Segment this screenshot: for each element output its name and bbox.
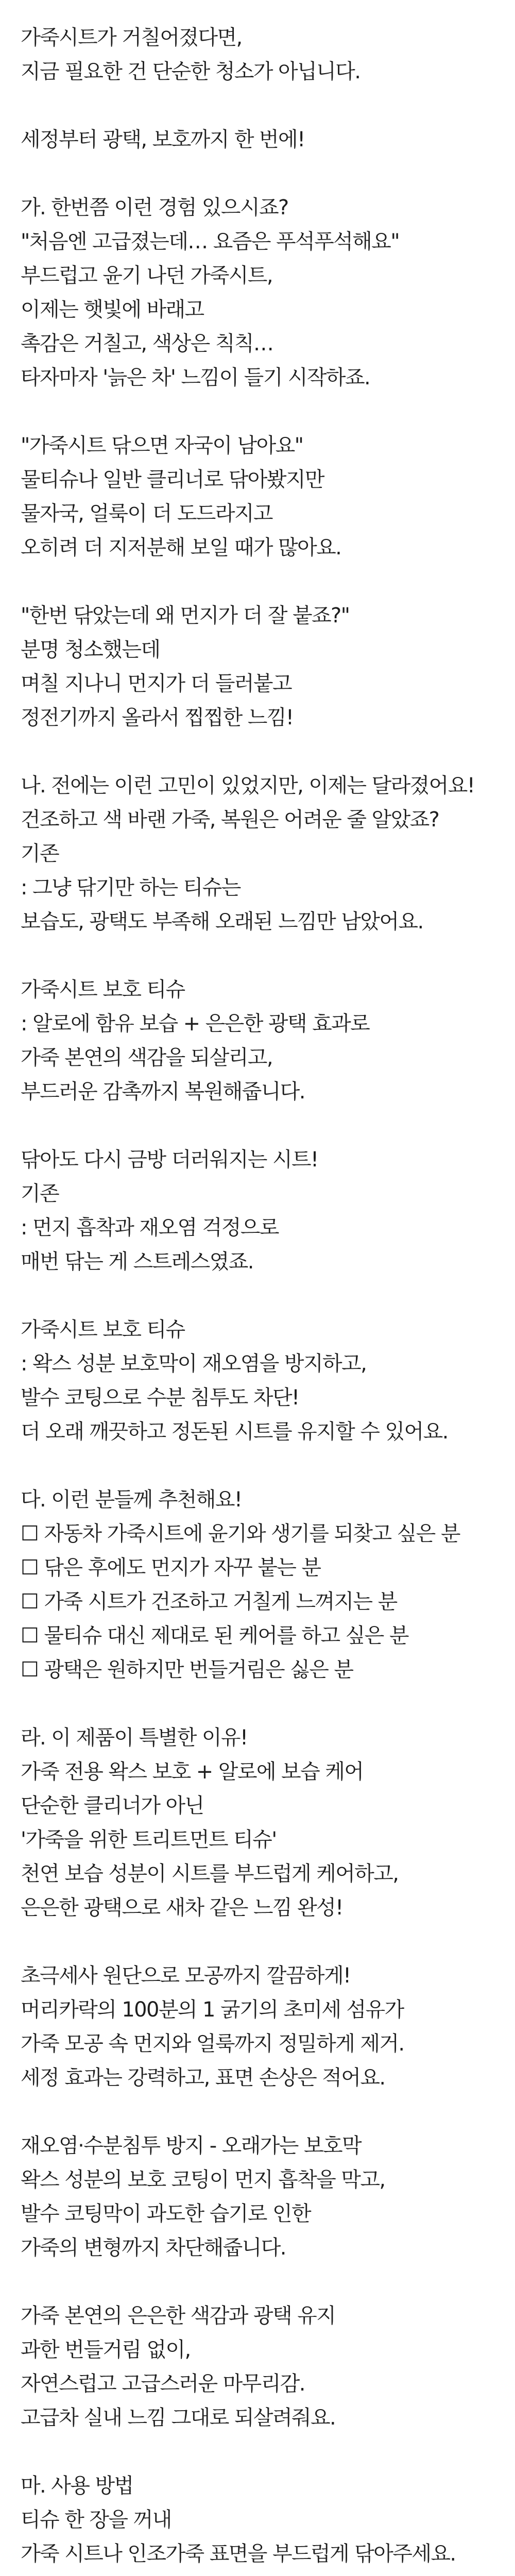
text-line: '가죽을 위한 트리트먼트 티슈' <box>21 1828 277 1852</box>
text-line: 물티슈나 일반 클리너로 닦아봤지만 <box>21 468 324 492</box>
text-line: 라. 이 제품이 특별한 이유! <box>21 1726 248 1750</box>
text-line: ☐ 닦은 후에도 먼지가 자꾸 붙는 분 <box>21 1556 321 1580</box>
text-line: 과한 번들거림 없이, <box>21 2338 191 2362</box>
text-line: 가죽의 변형까지 차단해줍니다. <box>21 2236 286 2260</box>
text-line: ☐ 가죽 시트가 건조하고 거칠게 느껴지는 분 <box>21 1590 397 1614</box>
text-line: 가죽시트가 거칠어졌다면, <box>21 26 242 49</box>
text-section <box>21 1959 515 2095</box>
text-section <box>21 1313 515 1449</box>
section-spacer <box>21 1109 515 1143</box>
text-section <box>21 123 515 157</box>
text-line: 자연스럽고 고급스러운 마무리감. <box>21 2372 305 2396</box>
section-spacer <box>21 2265 515 2299</box>
text-line: 세정부터 광택, 보호까지 한 번에! <box>21 128 305 151</box>
text-line: 다. 이런 분들께 추천해요! <box>21 1488 242 1512</box>
text-section <box>21 599 515 735</box>
text-line: 지금 필요한 건 단순한 청소가 아닙니다. <box>21 60 360 83</box>
text-section <box>21 1721 515 1925</box>
text-line: "한번 닦았는데 왜 먼지가 더 잘 붙죠?" <box>21 604 350 628</box>
text-line: 며칠 지나니 먼지가 더 들러붙고 <box>21 672 291 696</box>
text-line: ☐ 물티슈 대신 제대로 된 케어를 하고 싶은 분 <box>21 1624 408 1648</box>
text-line: 기존 <box>21 1182 59 1206</box>
section-spacer <box>21 1279 515 1313</box>
text-section <box>21 973 515 1109</box>
text-line: 재오염·수분침투 방지 - 오래가는 보호막 <box>21 2134 362 2158</box>
section-spacer <box>21 395 515 429</box>
text-line: 촉감은 거칠고, 색상은 칙칙… <box>21 332 273 355</box>
text-section <box>21 1483 515 1687</box>
text-line: 닦아도 다시 금방 더러워지는 시트! <box>21 1148 318 1172</box>
text-section <box>21 769 515 939</box>
text-line: 왁스 성분의 보호 코팅이 먼지 흡착을 막고, <box>21 2168 385 2192</box>
text-line: 발수 코팅으로 수분 침투도 차단! <box>21 1386 299 1410</box>
text-line: 더 오래 깨끗하고 정돈된 시트를 유지할 수 있어요. <box>21 1420 448 1444</box>
text-line: 마. 사용 방법 <box>21 2474 133 2498</box>
text-line: 가죽 본연의 은은한 색감과 광택 유지 <box>21 2304 336 2328</box>
text-line: 물자국, 얼룩이 더 도드라지고 <box>21 502 272 526</box>
section-spacer <box>21 2571 515 2576</box>
text-line: "처음엔 고급졌는데… 요즘은 푸석푸석해요" <box>21 230 400 253</box>
text-line: 머리카락의 100분의 1 굵기의 초미세 섬유가 <box>21 1998 404 2022</box>
text-line: : 알로에 함유 보습 + 은은한 광택 효과로 <box>21 1012 370 1036</box>
text-line: : 왁스 성분 보호막이 재오염을 방지하고, <box>21 1352 367 1376</box>
text-line: 은은한 광택으로 새차 같은 느낌 완성! <box>21 1896 343 1920</box>
text-line: 이제는 햇빛에 바래고 <box>21 298 204 321</box>
text-line: "가죽시트 닦으면 자국이 남아요" <box>21 434 303 457</box>
text-line: 발수 코팅막이 과도한 습기로 인한 <box>21 2202 311 2226</box>
section-spacer <box>21 565 515 599</box>
text-line: 분명 청소했는데 <box>21 638 160 662</box>
section-spacer <box>21 939 515 973</box>
text-line: 초극세사 원단으로 모공까지 깔끔하게! <box>21 1964 351 1988</box>
text-line: 티슈 한 장을 꺼내 <box>21 2508 171 2532</box>
text-line: 가. 한번쯤 이런 경험 있으시죠? <box>21 196 288 219</box>
text-line: : 그냥 닦기만 하는 티슈는 <box>21 876 241 900</box>
section-spacer <box>21 2095 515 2129</box>
section-spacer <box>21 1449 515 1483</box>
text-line: 가죽 모공 속 먼지와 얼룩까지 정밀하게 제거. <box>21 2032 404 2056</box>
text-section <box>21 429 515 565</box>
text-line: 가죽 시트나 인조가죽 표면을 부드럽게 닦아주세요. <box>21 2542 456 2566</box>
section-spacer <box>21 735 515 769</box>
text-line: 가죽 본연의 색감을 되살리고, <box>21 1046 272 1070</box>
section-spacer <box>21 157 515 191</box>
text-section <box>21 21 515 89</box>
text-line: 고급차 실내 느낌 그대로 되살려줘요. <box>21 2406 336 2430</box>
text-line: : 먼지 흡착과 재오염 걱정으로 <box>21 1216 279 1240</box>
text-section <box>21 2469 515 2571</box>
text-line: 부드러운 감촉까지 복원해줍니다. <box>21 1080 305 1104</box>
text-line: 세정 효과는 강력하고, 표면 손상은 적어요. <box>21 2066 385 2090</box>
text-section <box>21 2129 515 2265</box>
section-spacer <box>21 2435 515 2469</box>
text-line: 오히려 더 지저분해 보일 때가 많아요. <box>21 536 341 560</box>
text-line: 부드럽고 윤기 나던 가죽시트, <box>21 264 272 287</box>
section-spacer <box>21 1687 515 1721</box>
text-line: 보습도, 광택도 부족해 오래된 느낌만 남았어요. <box>21 910 423 934</box>
text-section <box>21 1143 515 1279</box>
text-line: 가죽 전용 왁스 보호 + 알로에 보습 케어 <box>21 1760 364 1784</box>
section-spacer <box>21 89 515 123</box>
text-line: 매번 닦는 게 스트레스였죠. <box>21 1250 253 1274</box>
text-line: 건조하고 색 바랜 가죽, 복원은 어려운 줄 알았죠? <box>21 808 439 832</box>
text-line: ☐ 광택은 원하지만 번들거림은 싫은 분 <box>21 1658 353 1682</box>
text-line: 천연 보습 성분이 시트를 부드럽게 케어하고, <box>21 1862 399 1886</box>
text-line: 기존 <box>21 842 59 866</box>
text-line: 타자마자 '늙은 차' 느낌이 들기 시작하죠. <box>21 366 370 389</box>
text-line: 가죽시트 보호 티슈 <box>21 978 185 1002</box>
text-line: ☐ 자동차 가죽시트에 윤기와 생기를 되찾고 싶은 분 <box>21 1522 460 1546</box>
text-line: 가죽시트 보호 티슈 <box>21 1318 185 1342</box>
text-line: 나. 전에는 이런 고민이 있었지만, 이제는 달라졌어요! <box>21 774 475 798</box>
text-section <box>21 191 515 395</box>
text-line: 단순한 클리너가 아닌 <box>21 1794 204 1818</box>
text-line: 정전기까지 올라서 찝찝한 느낌! <box>21 706 294 730</box>
text-section <box>21 2299 515 2435</box>
section-spacer <box>21 1925 515 1959</box>
